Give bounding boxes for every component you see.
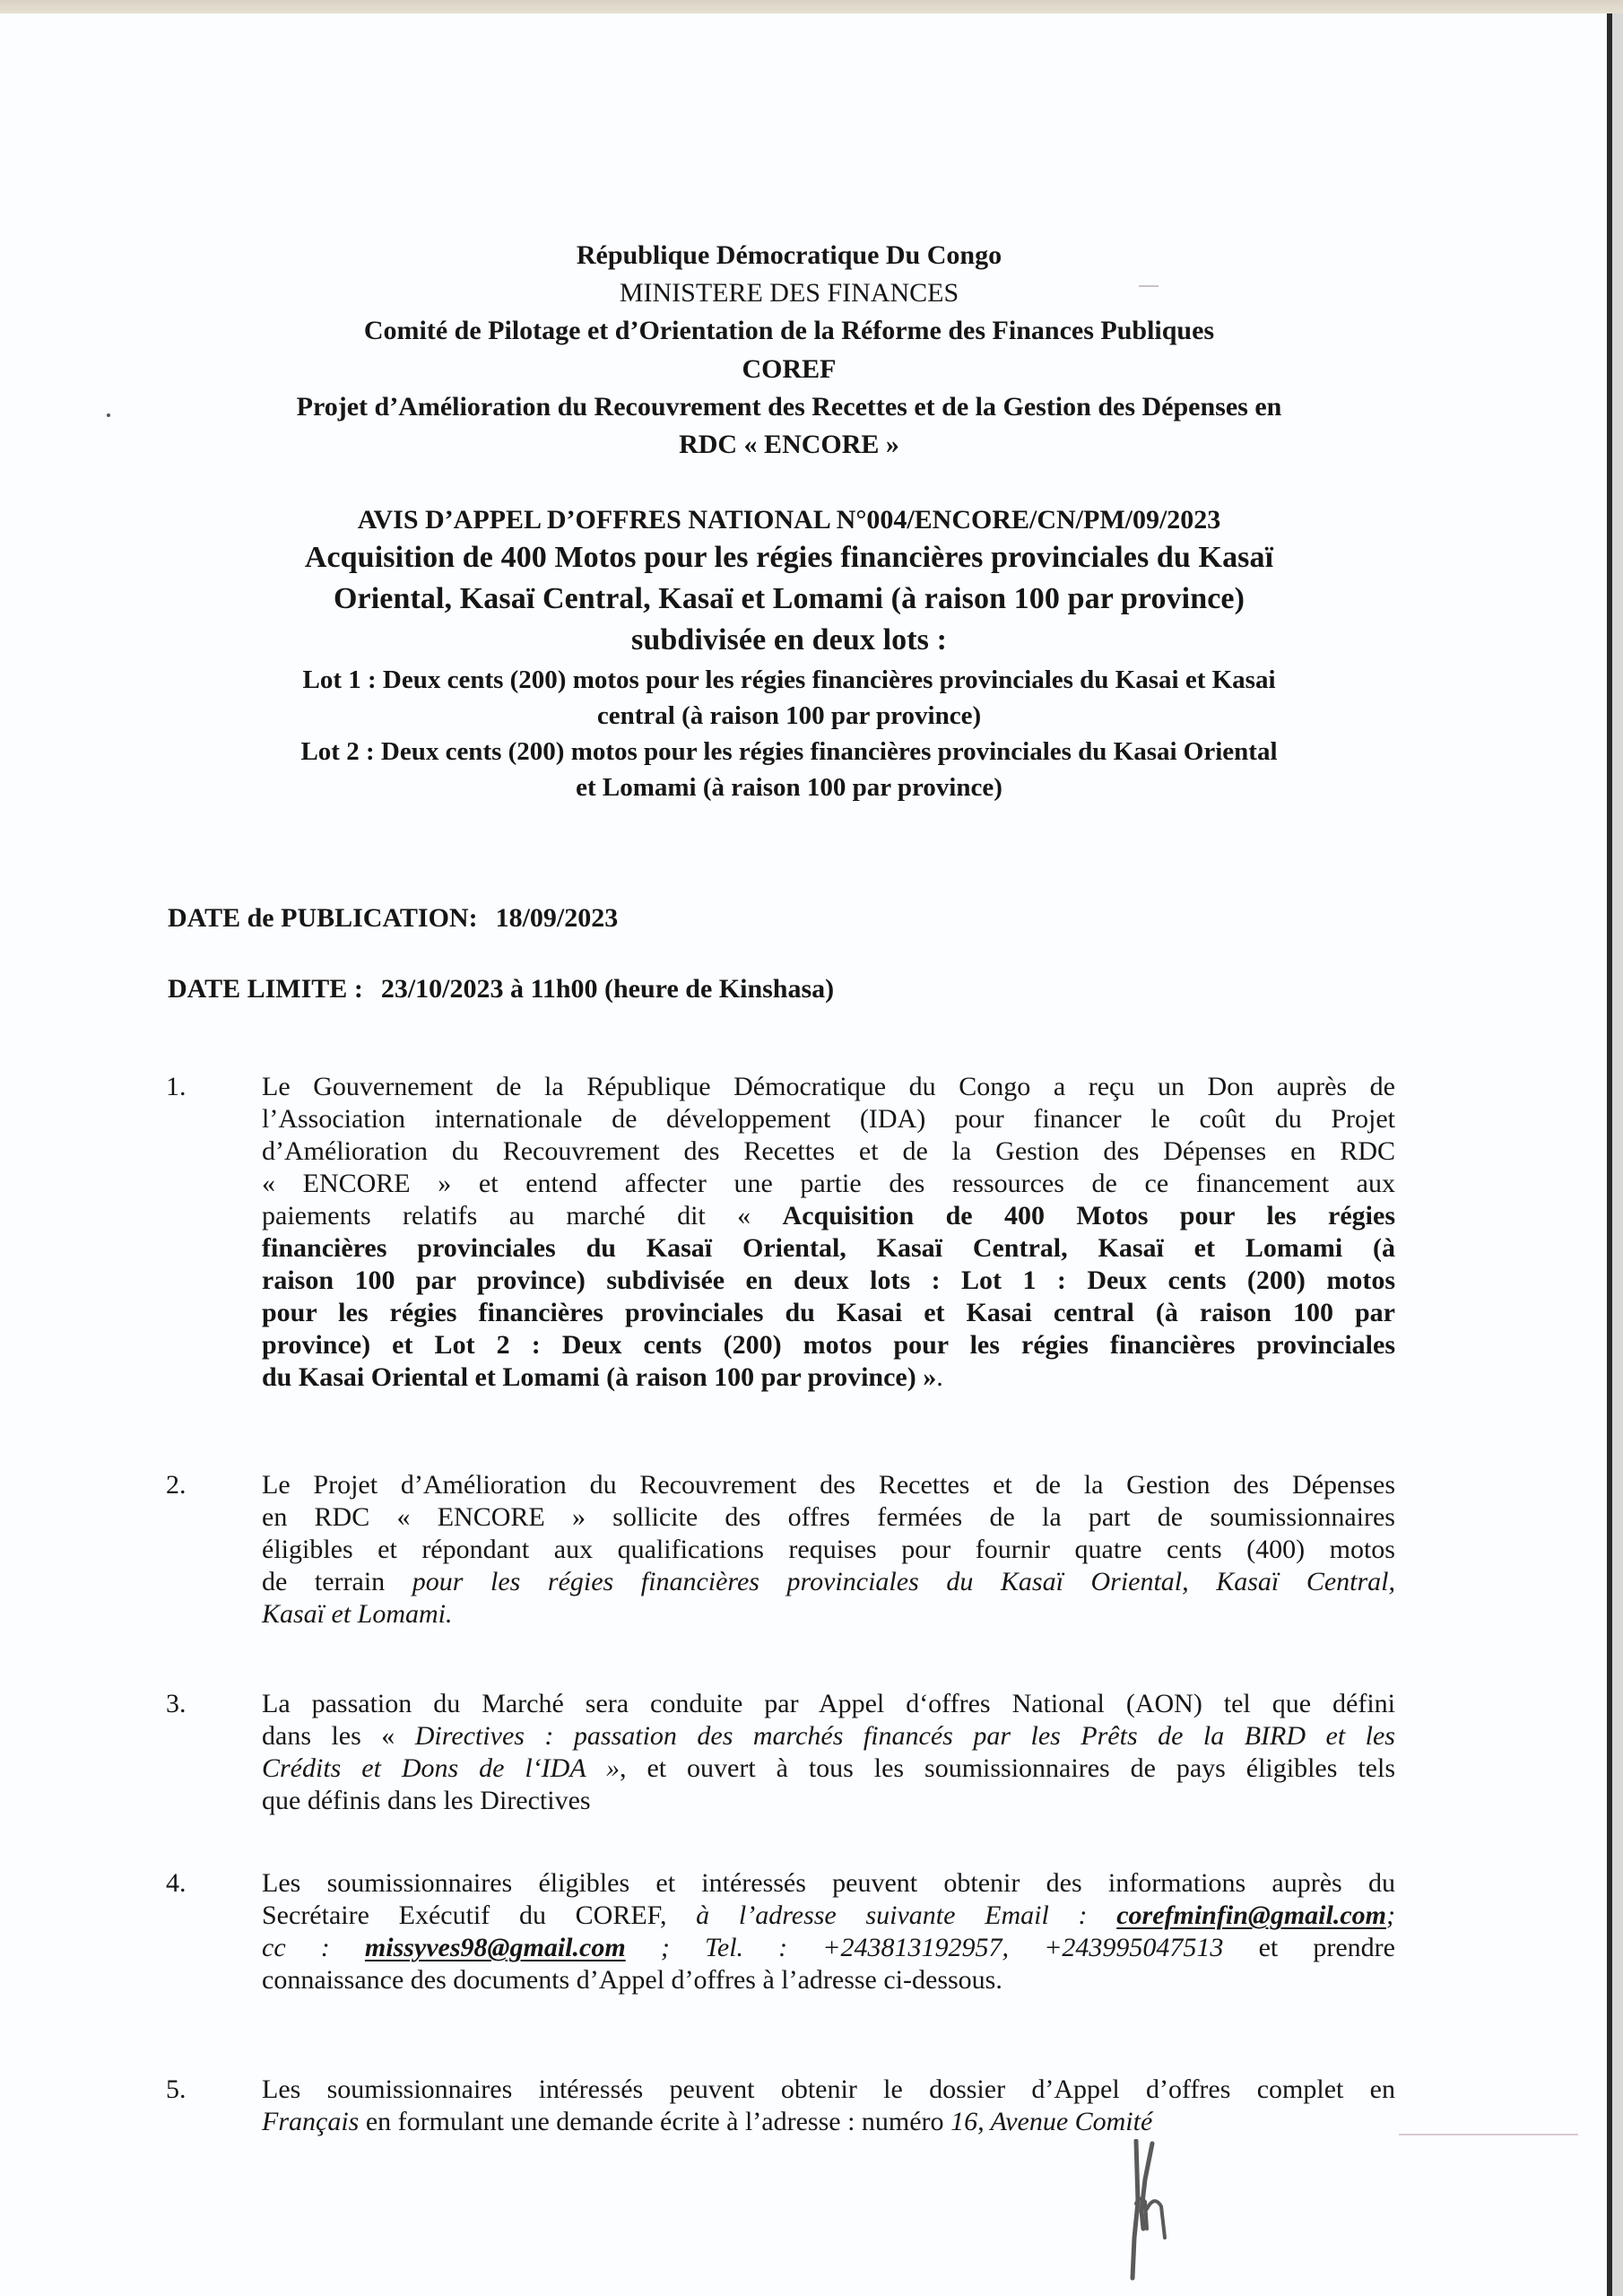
text-segment: et prendre <box>1223 1933 1395 1962</box>
paragraph-line <box>262 2072 1395 2108</box>
paragraph-line <box>262 1198 1395 1234</box>
scan-mark <box>1139 285 1159 287</box>
text-segment: de terrain <box>262 1567 412 1596</box>
text-segment: ; Tel. : +243813192957, +243995047513 <box>625 1933 1224 1962</box>
text-segment: La passation du Marché sera conduite par Appel d‘offres National (AON) tel que défini <box>262 1689 1395 1718</box>
text-segment: Directives : passation des marchés financés par les Prêts de la BIRD et les <box>414 1721 1395 1751</box>
publication-date-value: 18/09/2023 <box>495 903 619 933</box>
text-segment: en RDC « ENCORE » sollicite des offres fermées de la part de soumissionnaires <box>262 1502 1395 1532</box>
paragraph-line <box>262 1327 1395 1363</box>
text-segment: paiements relatifs au marché dit « <box>262 1201 783 1231</box>
text-segment: du Kasai Oriental et Lomami (à raison 100 par province) » <box>262 1362 937 1392</box>
text-segment: raison 100 par province) subdivisée en deux lots : Lot 1 : Deux cents (200) motos <box>262 1265 1395 1295</box>
text-segment: cc : <box>262 1933 365 1962</box>
text-segment: Les soumissionnaires intéressés peuvent obtenir le dossier d’Appel d’offres complet en <box>262 2074 1395 2104</box>
paragraph-line <box>262 1467 1395 1503</box>
text-segment: Acquisition de 400 Motos pour les régies <box>782 1201 1395 1231</box>
paragraph-line <box>262 1231 1395 1266</box>
text-segment: « ENCORE » et entend affecter une partie des ressources de ce financement aux <box>262 1169 1395 1198</box>
text-segment: que définis dans les Directives <box>262 1786 591 1815</box>
scan-speck <box>107 413 110 417</box>
text-segment: Secrétaire Exécutif du COREF, <box>262 1900 697 1930</box>
header-project-line2: RDC « ENCORE » <box>679 430 899 459</box>
paragraph-line <box>262 1962 1395 1998</box>
paragraph-line <box>262 1751 1395 1787</box>
paragraph-number: 2. <box>166 1470 187 1500</box>
text-segment: pour les régies financières provinciales du Kasaï Oriental, Kasaï Central, <box>412 1567 1395 1596</box>
paragraph-number: 4. <box>166 1868 187 1898</box>
text-segment: ; <box>1386 1900 1395 1930</box>
scan-mark-line <box>1399 2134 1578 2135</box>
scan-top-edge <box>0 0 1623 13</box>
lot-line: central (à raison 100 par province) <box>596 701 982 730</box>
paragraph-line <box>262 2104 1395 2140</box>
lot-line: et Lomami (à raison 100 par province) <box>576 773 1002 802</box>
paragraph-line <box>262 1263 1395 1299</box>
publication-date-label: DATE de PUBLICATION: <box>168 903 478 933</box>
paragraph-number: 5. <box>166 2074 187 2104</box>
paragraph-line <box>262 1069 1395 1105</box>
text-segment: Crédits et Dons de l‘IDA » <box>262 1753 621 1783</box>
text-segment: éligibles et répondant aux qualifications requises pour fournir quatre cents (400) motos <box>262 1535 1395 1564</box>
paragraph-line <box>262 1532 1395 1568</box>
header-ministry: MINISTERE DES FINANCES <box>619 278 959 308</box>
paragraph-line <box>262 1564 1395 1600</box>
text-segment: 16, Avenue Comité <box>950 2107 1153 2136</box>
text-segment: l’Association internationale de développement (IDA) pour financer le coût du Projet <box>262 1104 1395 1134</box>
paragraph-line <box>262 1930 1395 1966</box>
text-segment: financières provinciales du Kasaï Oriental, Kasaï Central, Kasaï et Lomami (à <box>262 1233 1395 1263</box>
publication-date <box>168 900 618 936</box>
deadline-date-value: 23/10/2023 à 11h00 (heure de Kinshasa) <box>380 974 835 1004</box>
text-segment: Le Gouvernement de la République Démocratique du Congo a reçu un Don auprès de <box>262 1072 1395 1101</box>
notice-title-line: Oriental, Kasaï Central, Kasaï et Lomami (à raison 100 par province) <box>333 582 1245 615</box>
paragraph-number: 1. <box>166 1072 187 1101</box>
notice-title-line: subdivisée en deux lots : <box>631 623 947 657</box>
paragraph-line <box>262 1134 1395 1170</box>
email-link[interactable]: corefminfin@gmail.com <box>1116 1900 1386 1930</box>
paragraph-line <box>262 1718 1395 1754</box>
text-segment: , et ouvert à tous les soumissionnaires de pays éligibles tels <box>620 1753 1395 1783</box>
text-segment: province) et Lot 2 : Deux cents (200) motos pour les régies financières provinciales <box>262 1330 1395 1360</box>
text-segment: en formulant une demande écrite à l’adresse : numéro <box>359 2107 951 2136</box>
text-segment: dans les « <box>262 1721 415 1751</box>
notice-title-line: Acquisition de 400 Motos pour les régies financières provinciales du Kasaï <box>304 541 1274 574</box>
paragraph-line <box>262 1101 1395 1137</box>
text-segment: d’Amélioration du Recouvrement des Recettes et de la Gestion des Dépenses en RDC <box>262 1136 1395 1166</box>
header-country: République Démocratique Du Congo <box>576 240 1002 270</box>
deadline-date-label: DATE LIMITE : <box>168 974 363 1004</box>
text-segment: Kasaï et Lomami. <box>262 1599 453 1629</box>
paragraph-line <box>262 1166 1395 1202</box>
paragraph-line <box>262 1596 1395 1632</box>
lot-line: Lot 1 : Deux cents (200) motos pour les régies financières provinciales du Kasai et Kasai <box>302 665 1276 694</box>
paragraph-line <box>262 1783 1395 1819</box>
header-committee: Comité de Pilotage et d’Orientation de la Réforme des Finances Publiques <box>363 316 1215 345</box>
paragraph-line <box>262 1898 1395 1934</box>
text-segment: pour les régies financières provinciales du Kasai et Kasai central (à raison 100 par <box>262 1298 1395 1327</box>
text-segment: Les soumissionnaires éligibles et intéressés peuvent obtenir des informations auprès du <box>262 1868 1395 1898</box>
text-segment: à l’adresse suivante Email : <box>696 1900 1117 1930</box>
text-segment: . <box>936 1362 943 1392</box>
handwritten-signature-icon <box>1125 2139 1188 2283</box>
scan-right-margin <box>1612 13 1623 2296</box>
header-acronym: COREF <box>742 354 837 384</box>
paragraph-line <box>262 1500 1395 1535</box>
lot-line: Lot 2 : Deux cents (200) motos pour les régies financières provinciales du Kasai Oriental <box>300 737 1278 766</box>
paragraph-line <box>262 1360 1395 1396</box>
text-segment: Le Projet d’Amélioration du Recouvrement des Recettes et de la Gestion des Dépenses <box>262 1470 1395 1500</box>
text-segment: Français <box>262 2107 360 2136</box>
text-segment: connaissance des documents d’Appel d’offres à l’adresse ci-dessous. <box>262 1965 1002 1995</box>
header-project-line1: Projet d’Amélioration du Recouvrement des Recettes et de la Gestion des Dépenses en <box>296 392 1282 422</box>
deadline-date <box>168 971 834 1007</box>
paragraph-line <box>262 1295 1395 1331</box>
notice-reference: AVIS D’APPEL D’OFFRES NATIONAL N°004/ENCORE/CN/PM/09/2023 <box>357 505 1221 535</box>
paragraph-line <box>262 1686 1395 1722</box>
paragraph-line <box>262 1866 1395 1901</box>
paragraph-number: 3. <box>166 1689 187 1718</box>
email-link[interactable]: missyves98@gmail.com <box>364 1933 626 1962</box>
